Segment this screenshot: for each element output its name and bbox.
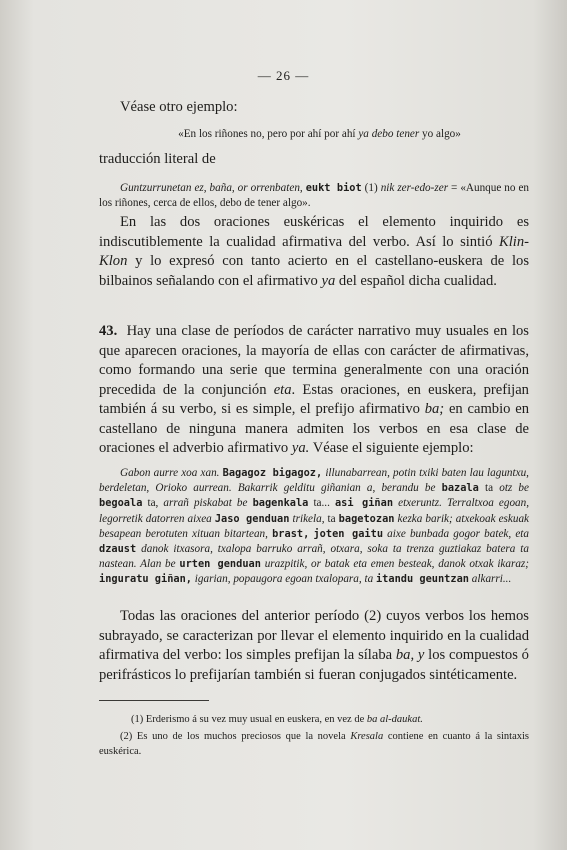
intro-text: Véase otro ejemplo: [120,99,238,115]
basque-example-line [99,181,529,211]
paragraph-1-text: En las dos oraciones euskéricas el elemento inquirido es indiscutiblemente la cualidad afirmativa del verbo. Así lo sintió Klin-Klon y lo expresó con tanto acierto en el castellano-euskera de los bilbainos señalando con el afirmativo ya del español dicha cualidad. [99,214,529,289]
paragraph-3-text: Todas las oraciones del anterior período (2) cuyos verbos los hemos subrayado, se caracterizan por llevar el elemento inquirido en la cualidad afirmativa del verbo: los simples prefijan la sílaba ba, y los compuestos ó perifrásticos lo prefijarían también si fueran conjugados sintéticamente. [99,608,529,683]
narrative-example-text: Gabon aurre xoa xan. Bagagoz bigagoz, illunabarrean, potin txiki baten lau laguntxu, berdeletan, Orioko aurrean. Bakarrik gelditu giñanian a, berandu be bazala ta otz be begoala ta, arrañ piskabat be bagenkala ta... asi giñan etxeruntz. Terraltxoa egoan, legorretik datorren aixea Jaso genduan trikela, ta bagetozan kezka barik; atxekoak eskuak besapean berotuten xituan bitartean, brast, joten gaitu aixe bunbada gogor batek, eta dzaust danok itxasora, txalopa barruko arrañ, otxara, soka ta trenza guztiakaz batera ta nastean. Alan be urten genduan urazpitik, or batak eta emen besteak, danok otxak ikaraz; inguratu giñan, igarian, popaugora egoan txalopara, ta itandu geuntzan alkarri... [99,467,530,586]
page-number: — 26 — [257,68,310,83]
paragraph-43-text: Hay una clase de períodos de carácter narrativo muy usuales en los que aparecen oraciones, la mayoría de ellas con carácter de afirmativas, como formando una serie que termina generalmente con una oración precedida de la conjunción eta. Estas oraciones, en euskera, prefijan también á su verbo, si es simple, el prefijo afirmativo ba; en cambio en castellano de ninguna manera admiten los verbos en esa clase de oraciones el adverbio afirmativo ya. Véase el siguiente ejemplo: [99,323,529,456]
footnote-1-text: (1) Erderismo á su vez muy usual en euskera, en vez de ba al-daukat. [131,714,423,725]
narrative-example [99,466,529,588]
footnote-2 [99,729,529,759]
footnote-1 [110,712,529,727]
example-quote-text: «En los riñones no, pero por ahí por ahí ya debo tener yo algo» [178,128,461,140]
paragraph-1 [99,213,529,291]
footnote-divider [99,700,209,701]
paragraph-3 [99,607,529,685]
paragraph-43 [99,322,529,459]
literal-translation-label: traducción literal de [99,151,216,167]
example-quote [110,127,529,142]
section-number: 43. [99,323,118,339]
footnote-2-text: (2) Es uno de los muchos preciosos que la novela Kresala contiene en cuanto á la sintaxis euskérica. [99,731,529,757]
basque-example-text: Guntzurrunetan ez, baña, or orrenbaten, eukt biot (1) nik zer-edo-zer = «Aunque no en los riñones, cerca de ellos, debo de tener algo». [99,182,530,210]
